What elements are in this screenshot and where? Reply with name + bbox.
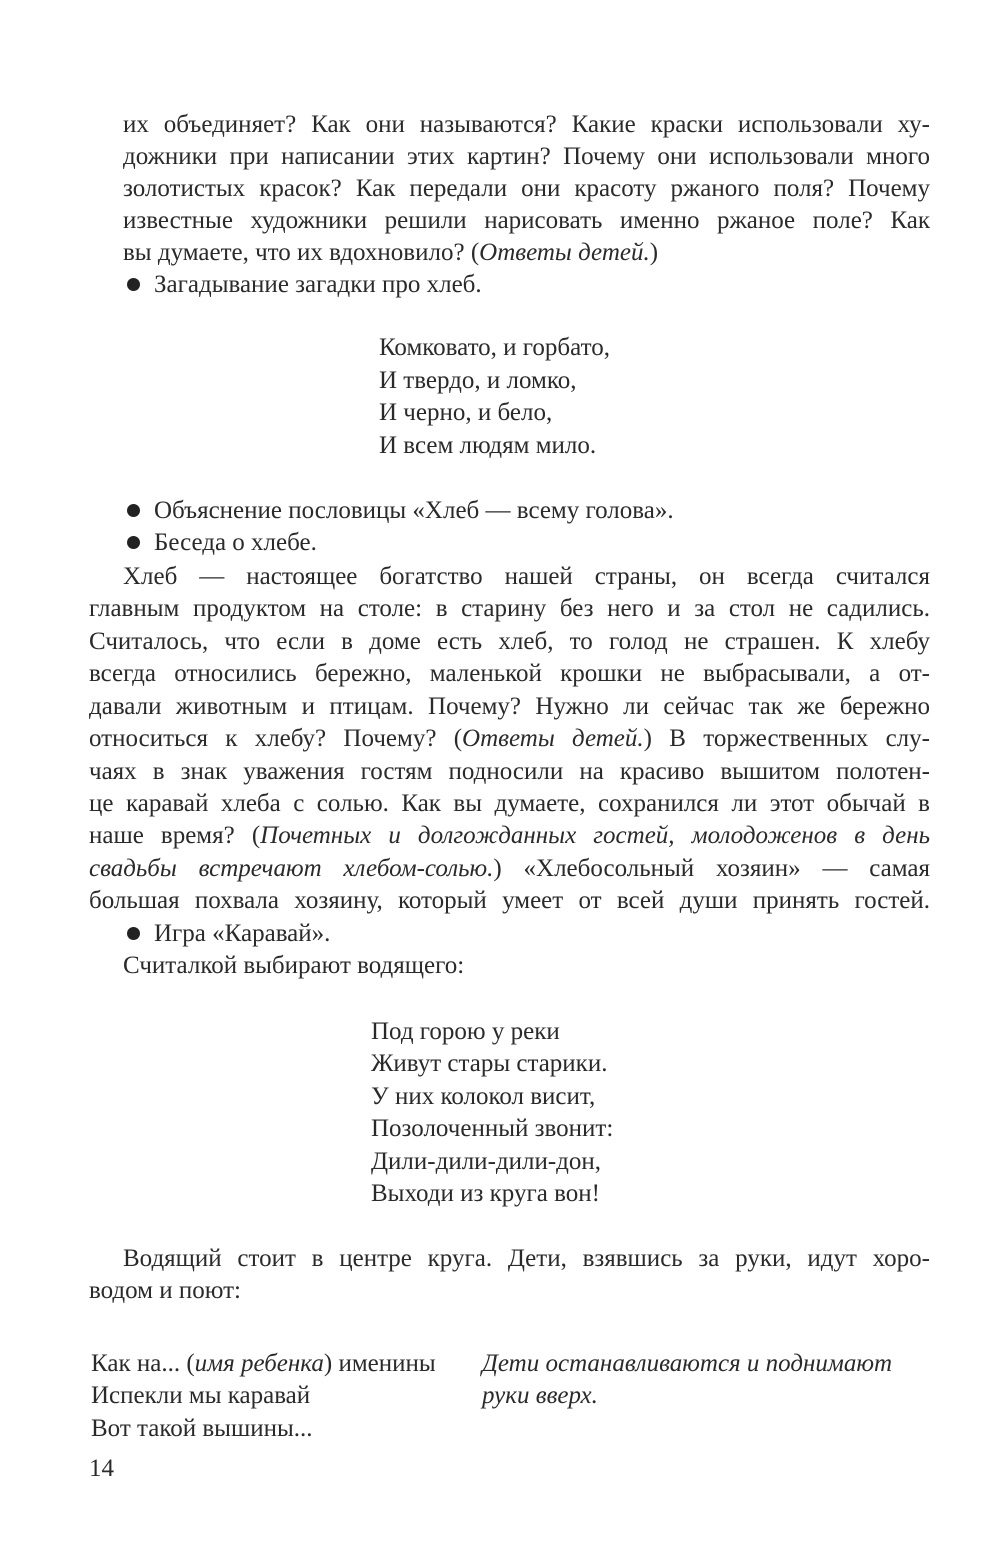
poem-line: Под горою у реки bbox=[371, 1018, 560, 1045]
game-description: Водящий стоит в центре круга. Дети, взявшись за руки, идут хоро- bbox=[123, 1245, 930, 1272]
italic-note: руки вверх. bbox=[482, 1382, 598, 1409]
text-line bbox=[123, 237, 658, 269]
text-line: большая похвала хозяину, который умеет от всей души принять гостей. bbox=[89, 887, 930, 914]
text-line: чаях в знак уважения гостям подносили на красиво вышитом полотен- bbox=[89, 758, 930, 785]
poem-line: Живут стары старики. bbox=[371, 1050, 608, 1077]
bullet-item-game bbox=[127, 918, 330, 950]
text-line bbox=[89, 820, 930, 852]
poem-line: У них колокол висит, bbox=[371, 1083, 596, 1110]
text: наше время? ( bbox=[89, 822, 261, 849]
text: ) В торжественных слу- bbox=[643, 725, 930, 752]
bullet-text: Игра «Каравай». bbox=[154, 920, 331, 947]
bullet-icon bbox=[127, 504, 140, 517]
action-line bbox=[482, 1348, 892, 1380]
poem-line: Позолоченный звонит: bbox=[371, 1115, 614, 1142]
text-line: Считалось, что если в доме есть хлеб, то голод не страшен. К хлебу bbox=[89, 628, 930, 655]
counting-intro: Считалкой выбирают водящего: bbox=[123, 952, 465, 979]
poem-line: Дили-дили-дили-дон, bbox=[371, 1148, 602, 1175]
text-line bbox=[89, 723, 930, 755]
page-number: 14 bbox=[89, 1455, 114, 1482]
text-line bbox=[89, 853, 930, 885]
bullet-text: Объяснение пословицы «Хлеб — всему голова». bbox=[154, 497, 674, 524]
text: ) именины bbox=[323, 1350, 436, 1377]
bullet-item-talk bbox=[127, 527, 317, 559]
poem-line: Выходи из круга вон! bbox=[371, 1180, 600, 1207]
text: Как на... ( bbox=[91, 1350, 195, 1377]
bullet-icon bbox=[127, 278, 140, 291]
poem-line: И твердо, и ломко, bbox=[379, 367, 577, 394]
song-line bbox=[91, 1348, 436, 1380]
italic-note: Ответы детей. bbox=[479, 239, 650, 266]
italic-note: имя ребенка bbox=[194, 1350, 324, 1377]
text-line: всегда относились бережно, маленькой крошки не выбрасывали, а от- bbox=[89, 660, 930, 687]
text-line: известные художники решили нарисовать именно ржаное поле? Как bbox=[123, 207, 930, 234]
action-line bbox=[482, 1380, 598, 1412]
italic-note: Ответы детей. bbox=[462, 725, 644, 752]
poem-line: И черно, и бело, bbox=[379, 399, 553, 426]
bullet-item-proverb bbox=[127, 495, 674, 527]
bullet-text: Беседа о хлебе. bbox=[154, 529, 317, 556]
text-line: дожники при написании этих картин? Почему они использовали много bbox=[123, 143, 930, 170]
italic-note: Дети останавливаются и поднимают bbox=[482, 1350, 893, 1377]
bullet-icon bbox=[127, 536, 140, 549]
text-line: давали животным и птицам. Почему? Нужно ли сейчас так же бережно bbox=[89, 693, 930, 720]
text-line: главным продуктом на столе: в старину без него и за стол не садились. bbox=[89, 595, 930, 622]
text-line: це каравай хлеба с солью. Как вы думаете, сохранился ли этот обычай в bbox=[89, 790, 930, 817]
text: относиться к хлебу? Почему? ( bbox=[89, 725, 463, 752]
poem-line: Комковато, и горбато, bbox=[379, 334, 610, 361]
italic-note: свадьбы встречают хлебом-солью. bbox=[89, 855, 494, 882]
text: ) «Хлебосольный хозяин» — самая bbox=[493, 855, 930, 882]
game-description: водом и поют: bbox=[89, 1277, 241, 1304]
song-line: Вот такой вышины... bbox=[91, 1415, 313, 1442]
italic-note: Почетных и долгожданных гостей, молодоженов в день bbox=[260, 822, 930, 849]
bullet-icon bbox=[127, 927, 140, 940]
text: ) bbox=[649, 239, 659, 266]
text-line: их объединяет? Как они называются? Какие краски использовали ху- bbox=[123, 111, 930, 138]
song-line: Испекли мы каравай bbox=[91, 1382, 311, 1409]
text: вы думаете, что их вдохновило? ( bbox=[123, 239, 480, 266]
text-line: золотистых красок? Как передали они красоту ржаного поля? Почему bbox=[123, 175, 930, 202]
bullet-text: Загадывание загадки про хлеб. bbox=[154, 271, 482, 298]
poem-line: И всем людям мило. bbox=[379, 432, 597, 459]
text-line: Хлеб — настоящее богатство нашей страны, он всегда считался bbox=[123, 563, 930, 590]
bullet-item-riddle bbox=[127, 269, 482, 301]
